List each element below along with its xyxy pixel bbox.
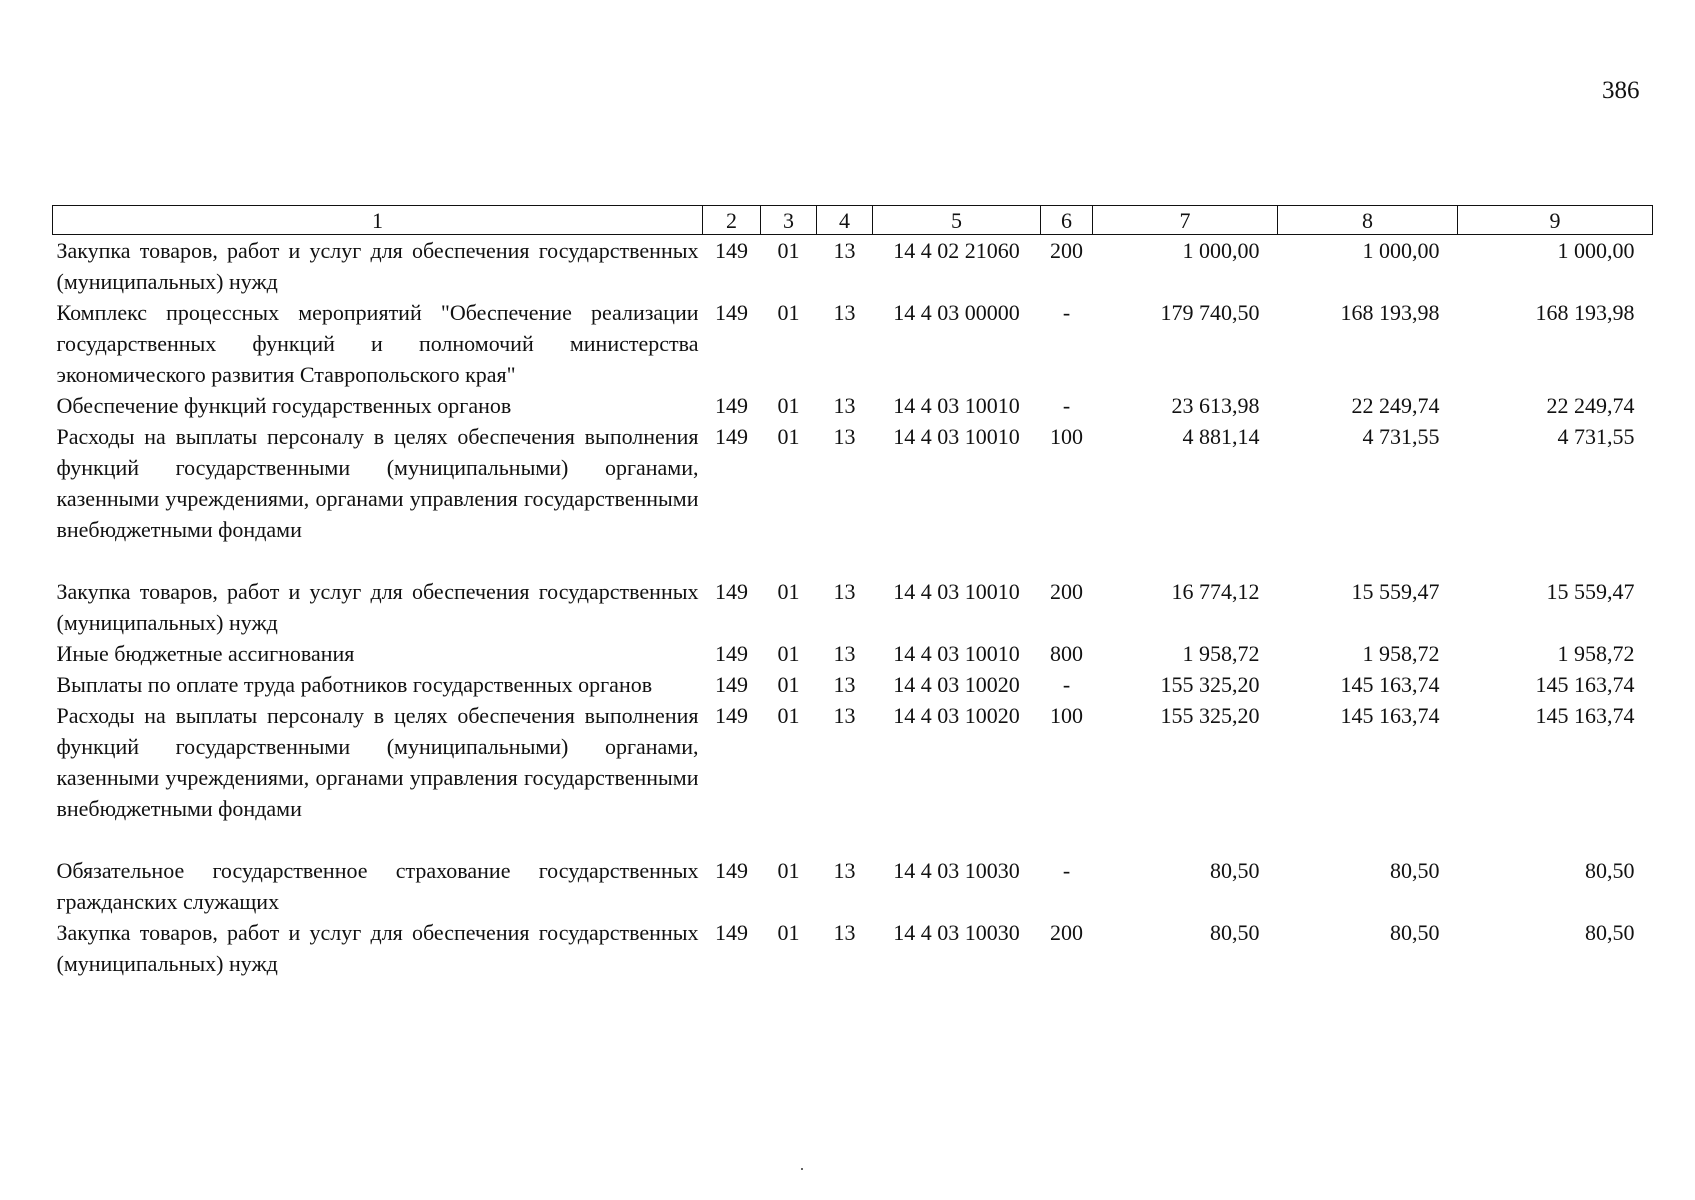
row-sum-3: 80,50 — [1585, 858, 1635, 883]
row-ved: 149 — [715, 641, 748, 666]
row-vr: - — [1062, 672, 1071, 697]
row-pr: 13 — [833, 238, 856, 263]
row-vr: 800 — [1050, 641, 1083, 666]
row-sum-3: 1 958,72 — [1557, 641, 1635, 666]
row-name: Закупка товаров, работ и услуг для обеспечения государственных (муниципальных) нужд — [56, 920, 699, 976]
row-vr: 200 — [1050, 238, 1083, 263]
row-sum-2: 145 163,74 — [1340, 703, 1440, 728]
row-sum-2: 80,50 — [1390, 920, 1440, 945]
row-csr: 14 4 03 10010 — [893, 579, 1020, 604]
row-vr: - — [1062, 300, 1071, 325]
row-sum-3: 145 163,74 — [1535, 703, 1635, 728]
row-ved: 149 — [715, 920, 748, 945]
row-name: Комплекс процессных мероприятий "Обеспечение реализации государственных функций и полномочий министерства экономического развития Ставропольского края" — [56, 300, 699, 387]
row-rz: 01 — [777, 920, 800, 945]
row-pr: 13 — [833, 424, 856, 449]
row-rz: 01 — [777, 238, 800, 263]
row-csr: 14 4 03 10020 — [893, 672, 1020, 697]
row-rz: 01 — [777, 579, 800, 604]
table-body — [53, 235, 1653, 980]
row-ved: 149 — [715, 858, 748, 883]
row-sum-1: 23 613,98 — [1171, 393, 1260, 418]
row-sum-1: 16 774,12 — [1171, 579, 1260, 604]
header-col-4: 4 — [817, 206, 873, 235]
row-rz: 01 — [777, 300, 800, 325]
row-sum-2: 168 193,98 — [1340, 300, 1440, 325]
row-name: Расходы на выплаты персоналу в целях обеспечения выполнения функций государственными (муниципальными) органами, казенными учреждениями, органами управления государственными внебюджетными фондами — [56, 703, 699, 821]
row-pr: 13 — [833, 703, 856, 728]
scan-dot — [801, 1168, 803, 1170]
row-ved: 149 — [715, 579, 748, 604]
row-vr: - — [1062, 393, 1071, 418]
row-sum-2: 15 559,47 — [1351, 579, 1440, 604]
header-col-1: 1 — [53, 206, 703, 235]
row-sum-2: 1 958,72 — [1362, 641, 1440, 666]
row-pr: 13 — [833, 920, 856, 945]
row-name: Обязательное государственное страхование государственных гражданских служащих — [56, 858, 699, 914]
row-sum-3: 168 193,98 — [1535, 300, 1635, 325]
row-csr: 14 4 03 10010 — [893, 424, 1020, 449]
row-rz: 01 — [777, 641, 800, 666]
header-col-7: 7 — [1093, 206, 1278, 235]
table-row — [53, 917, 1653, 979]
table-row — [53, 235, 1653, 298]
row-sum-1: 155 325,20 — [1160, 672, 1260, 697]
row-name: Обеспечение функций государственных органов — [56, 393, 512, 418]
row-pr: 13 — [833, 641, 856, 666]
header-col-5: 5 — [873, 206, 1041, 235]
header-col-2: 2 — [703, 206, 761, 235]
row-csr: 14 4 02 21060 — [893, 238, 1020, 263]
row-vr: 200 — [1050, 920, 1083, 945]
header-row — [53, 206, 1653, 235]
row-vr: - — [1062, 858, 1071, 883]
row-sum-2: 80,50 — [1390, 858, 1440, 883]
row-csr: 14 4 03 10020 — [893, 703, 1020, 728]
row-sum-1: 155 325,20 — [1160, 703, 1260, 728]
table-row — [53, 669, 1653, 700]
row-sum-3: 145 163,74 — [1535, 672, 1635, 697]
row-vr: 100 — [1050, 703, 1083, 728]
row-name: Иные бюджетные ассигнования — [56, 641, 355, 666]
table-row — [53, 421, 1653, 576]
row-sum-2: 22 249,74 — [1351, 393, 1440, 418]
header-col-6: 6 — [1041, 206, 1093, 235]
page-number: 386 — [1602, 77, 1640, 104]
row-vr: 100 — [1050, 424, 1083, 449]
header-col-9: 9 — [1458, 206, 1653, 235]
row-rz: 01 — [777, 672, 800, 697]
row-pr: 13 — [833, 858, 856, 883]
row-csr: 14 4 03 10010 — [893, 393, 1020, 418]
row-ved: 149 — [715, 300, 748, 325]
row-ved: 149 — [715, 703, 748, 728]
table-header — [53, 206, 1653, 235]
row-pr: 13 — [833, 579, 856, 604]
row-sum-3: 15 559,47 — [1546, 579, 1635, 604]
row-ved: 149 — [715, 238, 748, 263]
row-sum-2: 1 000,00 — [1362, 238, 1440, 263]
header-col-8: 8 — [1278, 206, 1458, 235]
row-sum-3: 22 249,74 — [1546, 393, 1635, 418]
row-vr: 200 — [1050, 579, 1083, 604]
row-sum-3: 1 000,00 — [1557, 238, 1635, 263]
table-row — [53, 855, 1653, 917]
row-sum-3: 80,50 — [1585, 920, 1635, 945]
budget-table — [52, 205, 1653, 979]
row-sum-1: 80,50 — [1210, 858, 1260, 883]
row-ved: 149 — [715, 393, 748, 418]
row-rz: 01 — [777, 703, 800, 728]
row-rz: 01 — [777, 424, 800, 449]
row-csr: 14 4 03 00000 — [893, 300, 1020, 325]
row-pr: 13 — [833, 393, 856, 418]
row-rz: 01 — [777, 858, 800, 883]
row-pr: 13 — [833, 300, 856, 325]
row-sum-1: 1 000,00 — [1182, 238, 1260, 263]
table-row — [53, 576, 1653, 638]
row-csr: 14 4 03 10030 — [893, 920, 1020, 945]
row-ved: 149 — [715, 672, 748, 697]
table-row — [53, 700, 1653, 855]
row-pr: 13 — [833, 672, 856, 697]
row-name: Выплаты по оплате труда работников государственных органов — [56, 672, 653, 697]
row-sum-1: 1 958,72 — [1182, 641, 1260, 666]
row-sum-1: 4 881,14 — [1182, 424, 1260, 449]
row-csr: 14 4 03 10030 — [893, 858, 1020, 883]
row-name: Закупка товаров, работ и услуг для обеспечения государственных (муниципальных) нужд — [56, 238, 699, 294]
row-sum-1: 80,50 — [1210, 920, 1260, 945]
table-row — [53, 390, 1653, 421]
row-rz: 01 — [777, 393, 800, 418]
row-sum-1: 179 740,50 — [1160, 300, 1260, 325]
table-row — [53, 297, 1653, 390]
header-col-3: 3 — [761, 206, 817, 235]
row-csr: 14 4 03 10010 — [893, 641, 1020, 666]
row-sum-3: 4 731,55 — [1557, 424, 1635, 449]
row-name: Закупка товаров, работ и услуг для обеспечения государственных (муниципальных) нужд — [56, 579, 699, 635]
row-name: Расходы на выплаты персоналу в целях обеспечения выполнения функций государственными (муниципальными) органами, казенными учреждениями, органами управления государственными внебюджетными фондами — [56, 424, 699, 542]
row-ved: 149 — [715, 424, 748, 449]
row-sum-2: 145 163,74 — [1340, 672, 1440, 697]
row-sum-2: 4 731,55 — [1362, 424, 1440, 449]
table-row — [53, 638, 1653, 669]
